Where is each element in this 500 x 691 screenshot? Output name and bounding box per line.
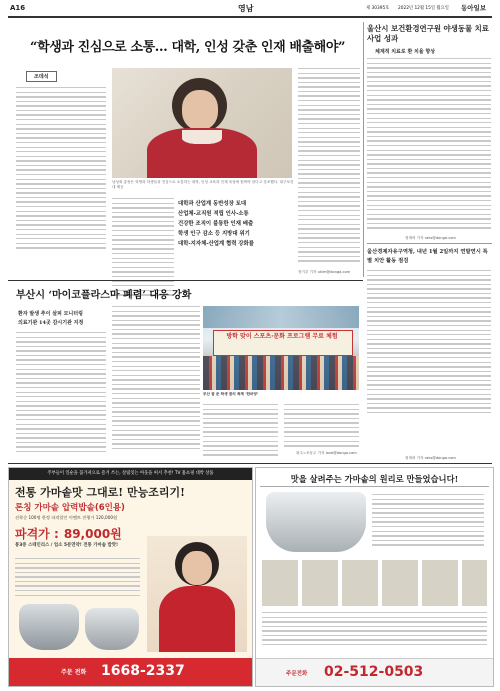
ad-left-phone[interactable]: 1668-2337 [101,663,185,679]
section-label: 영남 [238,4,254,13]
newspaper-brand: 동아일보 [461,4,487,12]
pot-image [19,604,79,650]
article-text-col3 [298,68,360,268]
ulsan-footer: 정재락 기자 raks@donga.com [405,456,456,460]
pullquote [178,199,290,251]
main-footer-email: 장기우 기자 ukim@donga.com [298,270,351,274]
busan-footer: 광주=조동주 기자 love@donga.com [296,451,357,455]
pullquote-line: 대학-지자체-산업계 협력 강화를 [178,241,254,247]
ad-left-point: 통3중 스테인리스 / 업소 5분연약! 전통 가마솥 밥맛! [15,543,119,548]
festival-photo [203,306,359,390]
ad-left[interactable] [8,467,253,687]
busan-top-rule [8,280,363,281]
busan-text-col1 [16,332,106,457]
busan-text-col3 [203,404,278,456]
busan-headline: 부산시 ‘마이코플라스마 폐렴’ 대응 강화 [16,290,192,301]
ads-top-rule [8,463,492,464]
sidebar-top-title: 울산시 보건환경연구원 야생동물 치료사업 성과 [367,24,489,43]
ad-right[interactable] [255,467,494,687]
issue-number: 제 30395호 [366,6,390,11]
header-rule [8,16,492,18]
ad-right-phone-bar [256,658,493,687]
pullquote-line: 대학과 산업계 동반성장 토대 [178,201,247,207]
ad-right-phone[interactable]: 02-512-0503 [324,664,424,680]
ad-right-title: 맛을 살려주는 가마솥의 원리로 만들었습니다! [290,474,459,484]
pot-diagram [266,492,366,552]
ad-left-banner: 주부들이 일순을 꼽가져으로 즐겨 쓰는, 살림잇는 아웃을 써서 추천! TV 홈쇼핑 대박 상품 [9,468,252,480]
ulsan-text [367,270,491,416]
busan-sub1: 환자 발생 추이 살피 모니터링 [18,311,83,317]
ulsan-headline: 울산경제자유구역청, 내년 1월 2일까지 연말연시 특별 치안 활동 점검 [367,249,488,264]
busan-photo-caption: 부산 꿈 준 학생 꿈의 축제 ‘한마당’ [203,392,259,396]
sidebar-top-text [367,58,491,233]
pullquote-line: 학생 인구 감소 등 지방대 위기 [178,231,250,237]
main-headline: “학생과 진심으로 소통… 대학, 인성 갖춘 인재 배출해야” [30,40,346,55]
article-text-col2-upper [112,198,174,298]
ad-left-text [15,558,140,600]
ad-left-phone-label: 주문 전화 [61,669,87,676]
festival-banner-sign: 방학 맞이 스포츠·문화 프로그램 무료 체험 [226,333,338,340]
byline-label: 조데석 [26,71,57,82]
ad-right-phone-label: 주문전화 [286,671,308,677]
photo-caption: 남성희 총장은 학생과 학생들과 진심으로 소통하는 대학, 인성 교육과 인재 육성에 힘써야 한다고 강조했다. 대구보건대 제공 [112,180,294,190]
ad-left-price-label: 파격가 : [15,527,59,541]
portrait-photo [112,68,292,178]
pot-image [85,608,139,650]
ad-left-spec: 선착순 100명 한정 파격할인 이벤트 진행가 120,000원 [15,515,118,520]
ad-left-sub: 론칭 가마솥 압력밥솥(6인용) [15,503,125,513]
sidebar-top-subtitle: 체계적 치료로 환 치율 향상 [375,49,436,55]
article-text-col1 [16,87,106,251]
ad-left-price: 89,000원 [63,527,122,541]
busan-sub2: 의료기관 14곳 감시기관 지정 [18,320,84,326]
ad-right-image-row [262,560,487,606]
pullquote-line: 산업체-교직원 적립 인사-소통 [178,211,249,217]
ad-right-text-lower [262,612,487,652]
page-number: A16 [10,4,26,12]
pullquote-line: 건강한 조직이 불통한 인재 배출 [178,221,254,227]
issue-date: 2022년 12월 15일 월요일 [398,6,449,11]
ad-left-phone-bar [9,658,252,686]
busan-text-col2 [112,306,200,456]
ad-right-text [372,494,484,552]
busan-text-col4 [284,404,359,450]
ad-left-title: 전통 가마솥맛 그대로! 만능조리기! [15,486,185,499]
spokesperson-photo [147,536,247,652]
sidebar-top-footer: 정재락 기자 raks@donga.com [405,236,456,240]
sidebar-separator [367,243,492,244]
main-column-divider [363,22,364,277]
